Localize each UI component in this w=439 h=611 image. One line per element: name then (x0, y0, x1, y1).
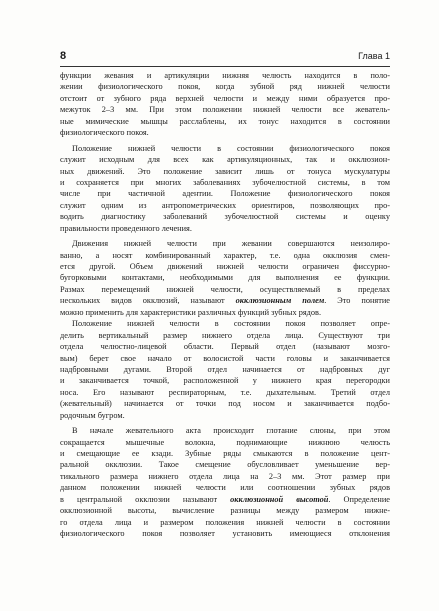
text-line: ванно, а носят комбинированный характер, т.е. одна окклюзия смен- (60, 250, 390, 260)
text-line: ральной окклюзии. Такое смещение обусловливает уменьшение вер- (60, 460, 390, 470)
paragraph-3 (60, 238, 390, 318)
text-fragment: . Это понятие (324, 296, 390, 306)
text-line: ных движений. Это положение зависит лишь от тонуса мускулатуры (60, 166, 390, 176)
text-line: числе при частичной адентии. Положение физиологического покоя (60, 189, 390, 199)
text-line: отдела челюстно-лицевой области. Первый отдел (называют мозго- (60, 342, 390, 352)
text-line: водить диагностику заболеваний зубочелюстной системы и оценку (60, 212, 390, 222)
text-line (60, 295, 390, 306)
text-line: вым) берет свое начало от волосистой части головы и заканчивается (60, 353, 390, 363)
text-line: ется другой. Объем движений нижней челюсти ограничен фиссурно- (60, 262, 390, 271)
text-line: служит одним из антропометрических ориентиров, позволяющих про- (60, 200, 390, 210)
text-line (60, 494, 390, 505)
text-line: го отдела лица и размером положения нижней челюсти в состоянии (60, 517, 390, 527)
text-line: Движения нижней челюсти при жевании совершаются неизолиро- (72, 239, 390, 249)
text-line: Положение нижней челюсти в состоянии физиологического покоя (72, 143, 390, 153)
text-line: физиологического покоя. (60, 128, 149, 138)
text-line: и смещающие ее кзади. Зубные ряды смыкаются в положение цент- (60, 449, 390, 458)
text-line: надбровными дугами. Второй отдел начинается от надбровных дуг (60, 364, 390, 374)
paragraph-1 (60, 70, 390, 139)
text-line: Размах перемещений нижней челюсти, осуществляемый в пределах (60, 284, 390, 294)
paragraph-2 (60, 143, 390, 235)
term-occlusal-height: окклюзионной высотой (230, 494, 329, 504)
text-line: и сохраняется при многих заболеваниях зубочелюстной системы, в том (60, 177, 390, 187)
text-line: бугорковыми контактами, необходимыми для выполнения ее функции. (60, 273, 390, 283)
text-line: отстоит от зубного ряда верхней челюсти и между ними образуется про- (60, 93, 390, 103)
text-line: данном положении нижней челюсти или соотношении зубных рядов (60, 483, 390, 493)
body-text (60, 70, 390, 540)
text-line: (жевательный) начинается от точки под носом и заканчивается подбо- (60, 399, 390, 409)
text-fragment: нескольких видов окклюзий, называют (60, 296, 236, 306)
text-fragment: . Определение (328, 494, 390, 504)
paragraph-4 (60, 318, 390, 421)
paragraph-5 (60, 425, 390, 539)
text-line: межуток 2–3 мм. При этом положении нижней челюсти все жеватель- (60, 105, 390, 115)
text-line: ные мимические мышцы расслаблены, их тонус находится в состоянии (60, 116, 390, 126)
text-line: окклюзионной высоты, вычисление разницы между размером нижне- (60, 506, 390, 516)
text-line: сокращается мышечные волокна, поднимающие нижнюю челюсть (60, 437, 390, 447)
text-line: В начале жевательного акта происходит глотание слюны, при этом (72, 426, 390, 436)
text-line: родочным бугром. (60, 410, 125, 420)
text-line: тикального размера нижнего отдела лица на 2–3 мм. Этот размер при (60, 471, 390, 481)
text-line: функции жевания и артикуляции нижняя челюсть находится в поло- (60, 71, 390, 80)
text-line: делить вертикальный размер нижнего отдела лица. Существуют три (60, 330, 390, 340)
page-number: 8 (60, 50, 67, 62)
text-line: и заканчивается точкой, расположенной у нижнего края перегородки (60, 376, 390, 386)
text-line: правильности проведенного лечения. (60, 223, 192, 233)
text-fragment: в центральной окклюзии называют (60, 494, 231, 504)
chapter-title: Глава 1 (358, 51, 390, 61)
text-line: физиологического покоя позволяет установить имеющиеся отклонения (60, 529, 390, 539)
header-rule (60, 66, 390, 67)
text-line: можно применить для характеристики различных функций зубных рядов. (60, 307, 322, 317)
text-line: Положение нижней челюсти в состоянии покоя позволяет опре- (72, 319, 390, 329)
text-line: служит исходным для всех как артикуляционных, так и окклюзион- (60, 155, 390, 165)
text-line: жении физиологического покоя, когда зубной ряд нижней челюсти (60, 82, 390, 92)
running-header (60, 50, 390, 64)
text-line: носа. Его называют респираторным, т.е. дыхательным. Третий отдел (60, 387, 390, 397)
term-occlusal-field: окклюзионным полем (235, 296, 325, 306)
